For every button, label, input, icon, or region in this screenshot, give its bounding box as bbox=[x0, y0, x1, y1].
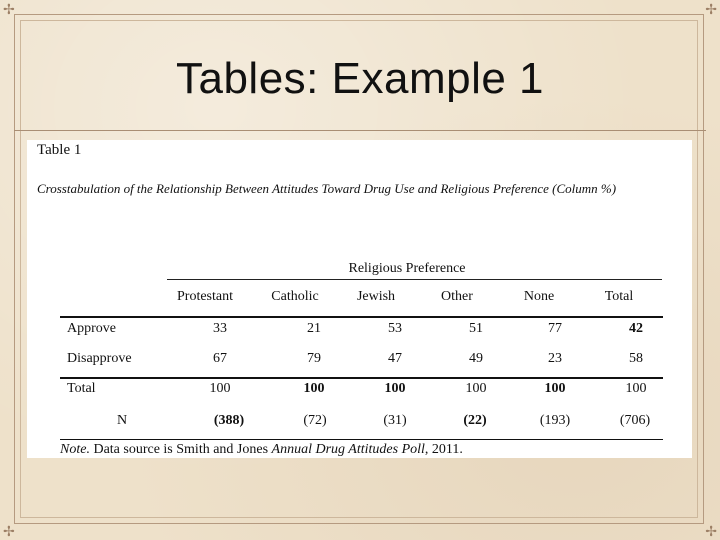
table-cell: 33 bbox=[213, 321, 227, 336]
column-header: None bbox=[523, 289, 555, 304]
row-label-disapprove: Disapprove bbox=[67, 351, 132, 366]
table-image bbox=[27, 140, 692, 458]
column-header: Catholic bbox=[271, 289, 319, 304]
table-cell: 47 bbox=[388, 351, 402, 366]
column-header: Protestant bbox=[177, 289, 233, 304]
header-rule bbox=[60, 316, 663, 318]
column-header: Other bbox=[441, 289, 473, 304]
table-cell: (388) bbox=[213, 413, 245, 428]
table-cell: 100 bbox=[465, 381, 487, 396]
column-header: Total bbox=[604, 289, 634, 304]
table-cell: 49 bbox=[469, 351, 483, 366]
table-cell: 53 bbox=[388, 321, 402, 336]
table-cell: (193) bbox=[539, 413, 571, 428]
spanner-rule bbox=[167, 279, 662, 280]
note-suffix: , 2011. bbox=[424, 442, 463, 457]
table-cell: (22) bbox=[463, 413, 487, 428]
table-cell: 100 bbox=[209, 381, 231, 396]
total-rule bbox=[60, 377, 663, 379]
corner-ornament-icon: ✢ bbox=[3, 523, 15, 539]
corner-ornament-icon: ✢ bbox=[3, 1, 15, 17]
table-cell: 77 bbox=[548, 321, 562, 336]
table-cell: 51 bbox=[469, 321, 483, 336]
table-cell: 79 bbox=[307, 351, 321, 366]
table-cell: (706) bbox=[619, 413, 651, 428]
table-note bbox=[60, 442, 463, 458]
row-label-total: Total bbox=[67, 381, 96, 396]
column-header: Jewish bbox=[356, 289, 396, 304]
table-cell: 100 bbox=[625, 381, 647, 396]
slide-title: Tables: Example 1 bbox=[175, 54, 545, 103]
table-caption: Crosstabulation of the Relationship Between Attitudes Toward Drug Use and Religious Preference (Column %) bbox=[37, 181, 617, 196]
note-source-title: Annual Drug Attitudes Poll bbox=[271, 442, 425, 457]
note-text: Data source is Smith and Jones bbox=[89, 442, 272, 457]
note-prefix: Note. bbox=[60, 442, 90, 457]
title-divider bbox=[14, 130, 706, 131]
table-cell: 58 bbox=[629, 351, 643, 366]
column-spanner: Religious Preference bbox=[348, 261, 466, 276]
table-cell: 42 bbox=[629, 321, 643, 336]
corner-ornament-icon: ✢ bbox=[705, 1, 717, 17]
table-cell: 100 bbox=[303, 381, 325, 396]
table-cell: 21 bbox=[307, 321, 321, 336]
table-cell: 100 bbox=[384, 381, 406, 396]
table-cell: (72) bbox=[303, 413, 327, 428]
bottom-rule bbox=[60, 439, 663, 440]
table-cell: 67 bbox=[213, 351, 227, 366]
row-label-n: N bbox=[117, 413, 128, 428]
table-cell: 100 bbox=[544, 381, 566, 396]
table-label: Table 1 bbox=[37, 142, 82, 158]
row-label-approve: Approve bbox=[67, 321, 116, 336]
table-cell: (31) bbox=[383, 413, 407, 428]
table-cell: 23 bbox=[548, 351, 562, 366]
corner-ornament-icon: ✢ bbox=[705, 523, 717, 539]
